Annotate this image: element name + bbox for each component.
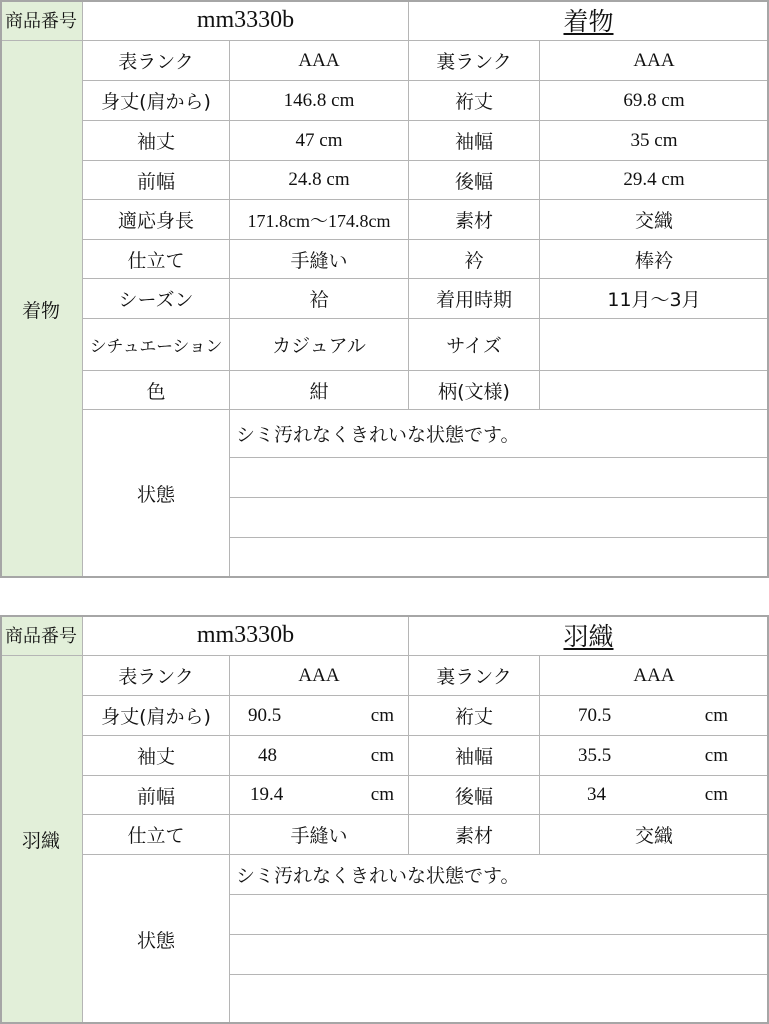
spec-label: 適応身長 bbox=[83, 200, 230, 240]
spec-value: 29.4 cm bbox=[540, 161, 769, 200]
condition-label: 状態 bbox=[83, 410, 230, 578]
spec-label: 袖幅 bbox=[409, 736, 540, 776]
spec-value: 171.8cm～174.8cm bbox=[230, 200, 409, 240]
spec-label: 素材 bbox=[409, 200, 540, 240]
measure-unit: cm bbox=[704, 784, 728, 805]
spec-label: 裄丈 bbox=[409, 696, 540, 736]
spec-label: 身丈(肩から) bbox=[83, 81, 230, 121]
condition-line bbox=[230, 538, 769, 578]
spec-label: シチュエーション bbox=[83, 319, 230, 371]
product-code: mm3330b bbox=[83, 0, 409, 41]
measure-unit: cm bbox=[704, 744, 728, 766]
spec-label: 仕立て bbox=[83, 240, 230, 279]
spec-value bbox=[540, 319, 769, 371]
spec-label: 袖丈 bbox=[83, 121, 230, 161]
spec-value: AAA bbox=[230, 41, 409, 81]
measure-value: 34 bbox=[587, 784, 606, 805]
spec-value: 手縫い bbox=[230, 815, 409, 855]
haori-sheet bbox=[0, 615, 769, 1024]
sheet-title: 着物 bbox=[409, 0, 769, 41]
spec-value: 交織 bbox=[540, 200, 769, 240]
spec-label: 色 bbox=[83, 371, 230, 410]
spec-label: サイズ bbox=[409, 319, 540, 371]
condition-line bbox=[230, 935, 769, 975]
condition-line bbox=[230, 895, 769, 935]
spec-value: 手縫い bbox=[230, 240, 409, 279]
spec-value: 35 cm bbox=[540, 121, 769, 161]
spec-value bbox=[540, 696, 769, 736]
condition-line bbox=[230, 498, 769, 538]
spec-label: 袖幅 bbox=[409, 121, 540, 161]
spec-label: 素材 bbox=[409, 815, 540, 855]
spec-value: 紺 bbox=[230, 371, 409, 410]
product-code: mm3330b bbox=[83, 615, 409, 656]
condition-line: シミ汚れなくきれいな状態です。 bbox=[230, 410, 769, 458]
measure-value: 48 bbox=[258, 744, 277, 766]
measure-unit: cm bbox=[370, 704, 394, 726]
spec-label: 表ランク bbox=[83, 656, 230, 696]
spec-value: 69.8 cm bbox=[540, 81, 769, 121]
condition-line bbox=[230, 458, 769, 498]
spec-value bbox=[230, 776, 409, 815]
measure-unit: cm bbox=[704, 704, 728, 726]
spec-label: 後幅 bbox=[409, 161, 540, 200]
section-label: 羽織 bbox=[0, 656, 83, 1024]
spec-value: 袷 bbox=[230, 279, 409, 319]
spec-value: 24.8 cm bbox=[230, 161, 409, 200]
spec-value: AAA bbox=[540, 41, 769, 81]
spec-label: 裄丈 bbox=[409, 81, 540, 121]
measure-unit: cm bbox=[370, 744, 394, 766]
spec-value: AAA bbox=[540, 656, 769, 696]
spec-value: 棒衿 bbox=[540, 240, 769, 279]
spec-label: 前幅 bbox=[83, 161, 230, 200]
measure-value: 90.5 bbox=[248, 704, 282, 726]
product-code-label: 商品番号 bbox=[0, 615, 83, 656]
spec-label: 前幅 bbox=[83, 776, 230, 815]
spec-value bbox=[540, 736, 769, 776]
spec-label: 着用時期 bbox=[409, 279, 540, 319]
condition-line: シミ汚れなくきれいな状態です。 bbox=[230, 855, 769, 895]
spec-label: 衿 bbox=[409, 240, 540, 279]
measure-value: 19.4 bbox=[250, 784, 284, 805]
spec-label: シーズン bbox=[83, 279, 230, 319]
spec-label: 袖丈 bbox=[83, 736, 230, 776]
spec-value: カジュアル bbox=[230, 319, 409, 371]
spec-label: 柄(文様) bbox=[409, 371, 540, 410]
spec-label: 仕立て bbox=[83, 815, 230, 855]
condition-label: 状態 bbox=[83, 855, 230, 1024]
spec-label: 後幅 bbox=[409, 776, 540, 815]
measure-value: 70.5 bbox=[578, 704, 612, 726]
spec-value bbox=[540, 371, 769, 410]
condition-line bbox=[230, 975, 769, 1024]
spec-label: 裏ランク bbox=[409, 656, 540, 696]
spec-value: 146.8 cm bbox=[230, 81, 409, 121]
spec-value: 交織 bbox=[540, 815, 769, 855]
spec-value: 47 cm bbox=[230, 121, 409, 161]
spec-label: 身丈(肩から) bbox=[83, 696, 230, 736]
spec-value: AAA bbox=[230, 656, 409, 696]
sheet-title: 羽織 bbox=[409, 615, 769, 656]
measure-value: 35.5 bbox=[578, 744, 612, 766]
measure-unit: cm bbox=[370, 784, 394, 805]
spec-value bbox=[230, 736, 409, 776]
spec-value bbox=[230, 696, 409, 736]
section-label: 着物 bbox=[0, 41, 83, 578]
spec-label: 表ランク bbox=[83, 41, 230, 81]
product-code-label: 商品番号 bbox=[0, 0, 83, 41]
spec-value bbox=[540, 776, 769, 815]
spec-label: 裏ランク bbox=[409, 41, 540, 81]
spec-value: 11月～3月 bbox=[540, 279, 769, 319]
